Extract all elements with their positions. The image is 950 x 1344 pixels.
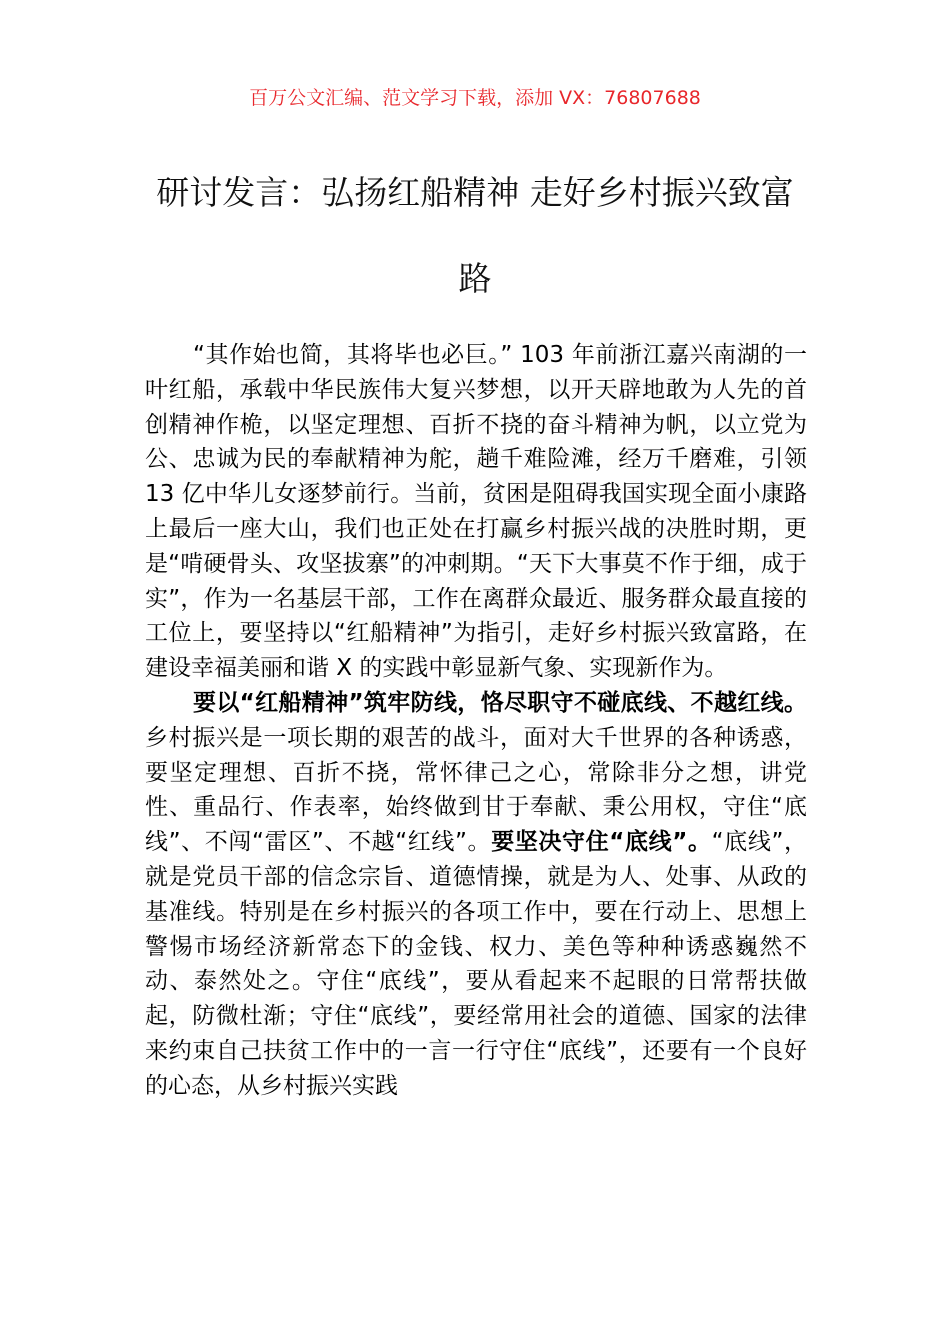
header-note: 百万公文汇编、范文学习下载，添加 VX：76807688 (249, 87, 701, 109)
paragraph-1 (145, 338, 807, 686)
paragraph-2-text-continued: “底线”，就是党员干部的信念宗旨、道德情操，就是为人、处事、从政的基准线。特别是在乡村振兴的各项工作中，要在行动上、思想上警惕市场经济新常态下的金钱、权力、美色等种种诱惑巍然不动、泰然处之。守住“底线”，要从看起来不起眼的日常帮扶做起，防微杜渐；守住“底线”，要经常用社会的道德、国家的法律来约束自己扶贫工作中的一言一行守住“底线”，还要有一个良好的心态，从乡村振兴实践 (145, 829, 807, 1099)
paragraph-1-text: “其作始也简，其将毕也必巨。” 103 年前浙江嘉兴南湖的一叶红船，承载中华民族伟大复兴梦想，以开天辟地敢为人先的首创精神作桅，以坚定理想、百折不挠的奋斗精神为帆，以立党为公、忠诚为民的奉献精神为舵，趟千难险滩，经万千磨难，引领 13 亿中华儿女逐梦前行。当前，贫困是阻碍我国实现全面小康路上最后一座大山，我们也正处在打赢乡村振兴战的决胜时期，更是“啃硬骨头、攻坚拔寨”的冲刺期。“天下大事莫不作于细，成于实”，作为一名基层干部，工作在离群众最近、服务群众最直接的工位上，要坚持以“红船精神”为指引，走好乡村振兴致富路，在建设幸福美丽和谐 X 的实践中彰显新气象、实现新作为。 (145, 342, 807, 682)
paragraph-2 (145, 686, 807, 1104)
document-body (145, 338, 807, 1104)
paragraph-2-subheading: 要坚决守住“底线”。 (491, 829, 712, 856)
paragraph-2-heading: 要以“红船精神”筑牢防线，恪尽职守不碰底线、不越红线。 (193, 689, 807, 716)
paragraph-2-text: 乡村振兴是一项长期的艰苦的战斗，面对大千世界的各种诱惑，要坚定理想、百折不挠，常怀律己之心，常除非分之想，讲党性、重品行、作表率，始终做到甘于奉献、秉公用权，守住“底线”、不闯“雷区”、不越“红线”。 (145, 724, 807, 856)
page-title: 研讨发言：弘扬红船精神 走好乡村振兴致富路 (156, 173, 794, 298)
